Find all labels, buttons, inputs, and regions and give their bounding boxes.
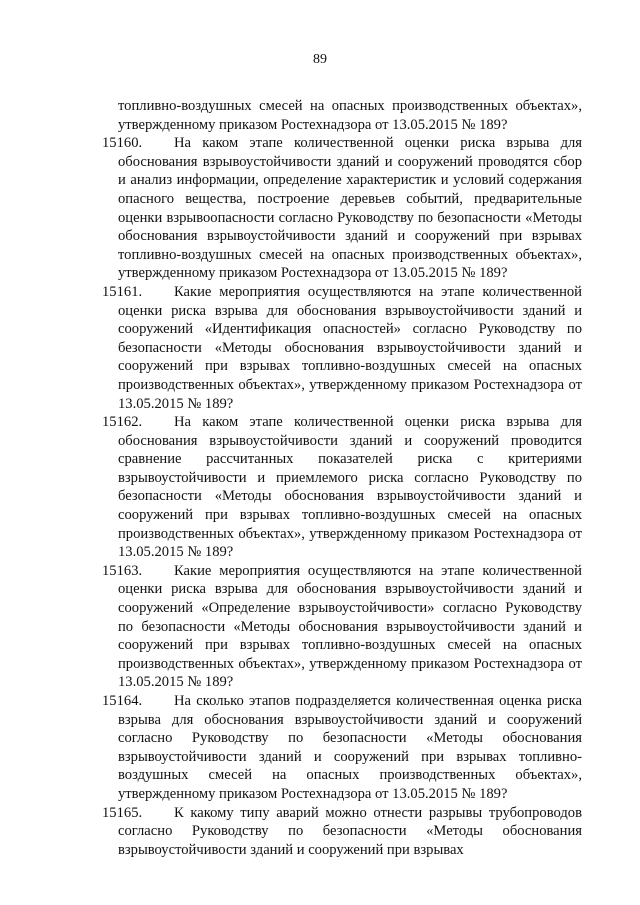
question-item-15160 [102, 134, 582, 283]
question-text: На каком этапе количественной оценки риска взрыва для обоснования взрывоустойчивости зданий и сооружений проводится сравнение рассчитанных показателей риска с критериями взрывоустойчивости и приемлемого риска согласно Руководству по безопасности «Методы обоснования взрывоустойчивости зданий и сооружений при взрывах топливно-воздушных смесей на опасных производственных объектах», утвержденному приказом Ростехнадзора от 13.05.2015 № 189? [118, 414, 582, 561]
question-text: Какие мероприятия осуществляются на этапе количественной оценки риска взрыва для обоснования взрывоустойчивости зданий и сооружений «Идентификация опасностей» согласно Руководству по безопасности «Методы обоснования взрывоустойчивости зданий и сооружений при взрывах топливно-воздушных смесей на опасных производственных объектах», утвержденному приказом Ростехнадзора от 13.05.2015 № 189? [118, 283, 582, 412]
question-number: 15162. [102, 414, 143, 431]
question-item-15164 [102, 692, 582, 804]
continuation-text: топливно-воздушных смесей на опасных производственных объектах», утвержденному приказом Ростехнадзора от 13.05.2015 № 189? [118, 98, 582, 133]
question-item-15163 [102, 562, 582, 692]
question-item-15165 [102, 804, 582, 860]
question-item-15162 [102, 413, 582, 562]
question-text: На сколько этапов подразделяется количественная оценка риска взрыва для обоснования взрывоустойчивости зданий и сооружений согласно Руководству по безопасности «Методы обоснования взрывоустойчивости зданий и сооружений при взрывах топливно-воздушных смесей на опасных производственных объектах», утвержденному приказом Ростехнадзора от 13.05.2015 № 189? [118, 693, 582, 802]
question-list [102, 97, 582, 859]
question-number: 15165. [102, 804, 143, 821]
question-text: Какие мероприятия осуществляются на этапе количественной оценки риска взрыва для обоснования взрывоустойчивости зданий и сооружений «Определение взрывоустойчивости» согласно Руководству по безопасности «Методы обоснования взрывоустойчивости зданий и сооружений при взрывах топливно-воздушных смесей на опасных производственных объектах», утвержденному приказом Ростехнадзора от 13.05.2015 № 189? [118, 562, 582, 691]
question-number: 15163. [102, 562, 143, 579]
question-number: 15160. [102, 135, 143, 152]
question-text: На каком этапе количественной оценки риска взрыва для обоснования взрывоустойчивости зданий и сооружений проводятся сбор и анализ информации, определение характеристик и условий содержания опасного вещества, построение деревьев событий, предварительные оценки взрывоопасности согласно Руководству по безопасности «Методы обоснования взрывоустойчивости зданий и сооружений при взрывах топливно-воздушных смесей на опасных производственных объектах», утвержденному приказом Ростехнадзора от 13.05.2015 № 189? [118, 135, 582, 282]
question-text: К какому типу аварий можно отнести разрывы трубопроводов согласно Руководству по безопасности «Методы обоснования взрывоустойчивости зданий и сооружений при взрывах [118, 804, 582, 858]
question-number: 15161. [102, 283, 143, 300]
question-item-15161 [102, 283, 582, 413]
question-number: 15164. [102, 693, 143, 709]
page-number: 89 [313, 52, 327, 67]
